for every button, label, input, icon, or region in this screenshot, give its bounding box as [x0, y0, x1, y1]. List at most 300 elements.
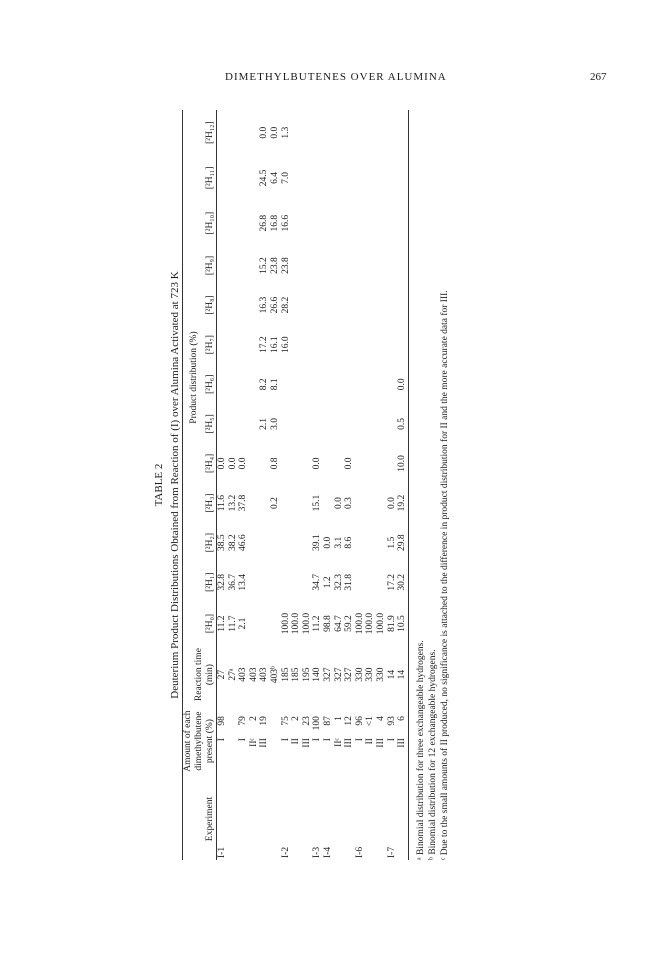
- amount-value: 23: [301, 716, 312, 726]
- value-cell: 0.0: [217, 457, 227, 470]
- value-cell: [228, 246, 239, 286]
- value-cell: 0.2: [269, 497, 280, 510]
- value-cell: [217, 365, 228, 405]
- time-cell: 195: [301, 667, 312, 682]
- value-cell: [334, 110, 345, 155]
- value-cell: [355, 246, 366, 286]
- value-cell: [302, 246, 313, 286]
- value-cell: [217, 110, 228, 155]
- value-cell: [312, 285, 323, 325]
- experiment-cell: I-1: [217, 846, 227, 858]
- value-cell: [344, 155, 355, 200]
- value-cell: 11.2: [217, 615, 227, 632]
- value-cell: [291, 155, 302, 200]
- col-product-distribution: Product distribution (%): [188, 331, 199, 424]
- value-cell: [365, 246, 376, 286]
- amount-cell: [334, 704, 345, 778]
- value-cell: 3.1: [333, 536, 344, 549]
- value-cell: [312, 325, 323, 365]
- value-cell: [291, 285, 302, 325]
- value-cell: 23.8: [269, 257, 280, 274]
- value-cell: [302, 201, 313, 246]
- col-isotope: [²H₆]: [205, 374, 215, 394]
- value-cell: [397, 110, 408, 155]
- value-cell: [270, 523, 281, 563]
- value-cell: [397, 325, 408, 365]
- amount-cell: [355, 704, 366, 778]
- col-isotope: [²H₃]: [205, 493, 215, 513]
- value-cell: [249, 444, 260, 484]
- value-cell: 32.3: [333, 573, 344, 591]
- time-cell: 403: [248, 667, 259, 682]
- table-row: [376, 110, 387, 860]
- value-cell: [302, 523, 313, 563]
- experiment-cell: I-7: [386, 846, 397, 858]
- experiment-cell: [249, 778, 260, 860]
- value-cell: 2.1: [238, 617, 249, 630]
- value-cell: [397, 201, 408, 246]
- table-row: [334, 110, 345, 860]
- value-cell: [312, 201, 323, 246]
- value-cell: [344, 246, 355, 286]
- value-cell: [228, 325, 239, 365]
- value-cell: [228, 285, 239, 325]
- value-cell: [281, 483, 292, 523]
- value-cell: [249, 325, 260, 365]
- value-cell: [387, 404, 398, 444]
- value-cell: [249, 285, 260, 325]
- value-cell: [387, 444, 398, 484]
- value-cell: [291, 325, 302, 365]
- value-cell: 1.2: [322, 576, 333, 589]
- value-cell: 37.8: [238, 494, 249, 512]
- value-cell: 46.6: [238, 534, 249, 551]
- col-isotope: [²H₅]: [205, 414, 215, 434]
- value-cell: [387, 285, 398, 325]
- time-cell: 185: [291, 667, 302, 682]
- table-row: [397, 110, 408, 860]
- value-cell: 13.2: [227, 494, 238, 512]
- value-cell: [291, 444, 302, 484]
- value-cell: 0.0: [238, 457, 249, 470]
- page-number: 267: [590, 71, 607, 83]
- time-cell: 403: [238, 667, 249, 682]
- value-cell: [238, 365, 249, 405]
- value-cell: [281, 444, 292, 484]
- value-cell: [281, 523, 292, 563]
- amount-cell: [365, 704, 376, 778]
- value-cell: 16.6: [280, 214, 291, 232]
- table-row: [291, 110, 302, 860]
- value-cell: [323, 444, 334, 484]
- value-cell: 39.1: [312, 534, 323, 551]
- value-cell: [387, 110, 398, 155]
- value-cell: 100.0: [291, 612, 302, 635]
- value-cell: [302, 483, 313, 523]
- value-cell: [376, 155, 387, 200]
- value-cell: 24.5: [259, 169, 270, 187]
- time-cell: 327: [333, 667, 344, 682]
- value-cell: 0.0: [397, 378, 408, 391]
- value-cell: 34.7: [312, 573, 323, 591]
- value-cell: [323, 110, 334, 155]
- value-cell: [355, 404, 366, 444]
- value-cell: 1.3: [280, 126, 291, 139]
- table-row: [228, 110, 239, 860]
- value-cell: [344, 285, 355, 325]
- experiment-cell: I-3: [312, 846, 323, 858]
- value-cell: [323, 404, 334, 444]
- value-cell: 31.8: [344, 573, 355, 591]
- col-isotope: [²H₉]: [205, 255, 215, 276]
- amount-value: 19: [259, 716, 270, 726]
- compound-label: I: [280, 738, 291, 742]
- experiment-cell: [365, 778, 376, 860]
- value-cell: 100.0: [280, 612, 291, 635]
- time-cell: 14: [397, 669, 408, 680]
- time-cell: 140: [312, 667, 323, 682]
- value-cell: [302, 110, 313, 155]
- value-cell: [312, 155, 323, 200]
- value-cell: [365, 285, 376, 325]
- value-cell: 100.0: [365, 612, 376, 635]
- experiment-cell: [291, 778, 302, 860]
- value-cell: [355, 523, 366, 563]
- col-isotope: [²H₁₂]: [205, 121, 215, 144]
- value-cell: [365, 523, 376, 563]
- value-cell: [259, 444, 270, 484]
- value-cell: 11.7: [227, 615, 238, 632]
- value-cell: [323, 285, 334, 325]
- value-cell: 100.0: [354, 612, 365, 635]
- value-cell: [397, 285, 408, 325]
- compound-label: II: [291, 738, 302, 745]
- amount-value: 6: [397, 716, 408, 721]
- compound-label: I: [386, 738, 397, 742]
- value-cell: [334, 201, 345, 246]
- compound-label: III: [301, 738, 312, 748]
- value-cell: [259, 602, 270, 645]
- amount-value: 4: [375, 716, 386, 721]
- value-cell: [249, 365, 260, 405]
- value-cell: [376, 246, 387, 286]
- value-cell: [376, 285, 387, 325]
- value-cell: 30.2: [397, 573, 408, 591]
- experiment-cell: [344, 778, 355, 860]
- table-block: [150, 100, 560, 870]
- table-row: [387, 110, 398, 860]
- value-cell: [302, 285, 313, 325]
- value-cell: [387, 246, 398, 286]
- value-cell: [270, 562, 281, 602]
- value-cell: 15.2: [259, 257, 270, 274]
- table-title: Deuterium Product Distributions Obtained from Reaction of (I) over Alumina Activated at 723 K: [169, 271, 181, 699]
- value-cell: [249, 246, 260, 286]
- value-cell: [217, 201, 228, 246]
- value-cell: [376, 365, 387, 405]
- value-cell: [217, 155, 228, 200]
- value-cell: [323, 325, 334, 365]
- amount-cell: [228, 704, 239, 778]
- value-cell: [249, 155, 260, 200]
- experiment-cell: I-4: [322, 846, 333, 858]
- value-cell: 0.0: [227, 457, 238, 470]
- value-cell: [387, 155, 398, 200]
- value-cell: 28.2: [280, 296, 291, 314]
- col-isotope: [²H₁]: [205, 572, 215, 592]
- value-cell: [376, 110, 387, 155]
- amount-value: 12: [344, 716, 355, 726]
- value-cell: [238, 404, 249, 444]
- value-cell: 2.1: [259, 417, 270, 430]
- value-cell: [355, 483, 366, 523]
- value-cell: [238, 201, 249, 246]
- experiment-cell: [270, 778, 281, 860]
- time-cell: 27: [217, 669, 227, 680]
- value-cell: 29.8: [397, 534, 408, 551]
- time-cell: 330: [375, 667, 386, 682]
- compound-label: I: [238, 738, 249, 742]
- value-cell: 8.6: [344, 536, 355, 549]
- value-cell: [355, 365, 366, 405]
- value-cell: [228, 365, 239, 405]
- value-cell: [249, 523, 260, 563]
- value-cell: [291, 110, 302, 155]
- value-cell: [323, 155, 334, 200]
- value-cell: [312, 246, 323, 286]
- value-cell: [376, 325, 387, 365]
- value-cell: [312, 110, 323, 155]
- value-cell: [259, 523, 270, 563]
- value-cell: [238, 110, 249, 155]
- time-cell: 330: [354, 667, 365, 682]
- value-cell: [344, 365, 355, 405]
- value-cell: 3.0: [269, 417, 280, 430]
- col-isotope: [²H₁₁]: [205, 166, 215, 190]
- value-cell: [334, 325, 345, 365]
- value-cell: [334, 365, 345, 405]
- amount-cell: [323, 704, 334, 778]
- table-row: [238, 110, 249, 860]
- compound-label: I: [354, 738, 365, 742]
- amount-cell: [291, 704, 302, 778]
- value-cell: [217, 285, 228, 325]
- value-cell: [355, 562, 366, 602]
- experiment-cell: I-2: [280, 846, 291, 858]
- col-isotope: [²H₄]: [205, 453, 215, 474]
- value-cell: 26.8: [259, 214, 270, 232]
- table-row: [344, 110, 355, 860]
- value-cell: [397, 155, 408, 200]
- value-cell: [323, 365, 334, 405]
- data-table: [182, 110, 409, 860]
- value-cell: [323, 483, 334, 523]
- table-row: [249, 110, 260, 860]
- value-cell: [291, 562, 302, 602]
- value-cell: [217, 404, 228, 444]
- value-cell: [334, 404, 345, 444]
- value-cell: 1.5: [386, 536, 397, 549]
- value-cell: 10.0: [397, 455, 408, 472]
- time-cell: 14: [386, 669, 397, 680]
- value-cell: 16.1: [269, 336, 280, 354]
- value-cell: 23.8: [280, 257, 291, 274]
- value-cell: [259, 483, 270, 523]
- value-cell: [387, 365, 398, 405]
- amount-value: 98: [217, 716, 227, 726]
- value-cell: [387, 201, 398, 246]
- value-cell: [238, 285, 249, 325]
- value-cell: [291, 523, 302, 563]
- value-cell: [334, 246, 345, 286]
- value-cell: 0.5: [397, 417, 408, 430]
- value-cell: 6.4: [269, 171, 280, 184]
- value-cell: 98.8: [322, 615, 333, 632]
- value-cell: [344, 201, 355, 246]
- value-cell: [249, 562, 260, 602]
- table-row: [217, 110, 228, 860]
- value-cell: 17.2: [386, 573, 397, 591]
- value-cell: [365, 155, 376, 200]
- value-cell: 0.0: [322, 536, 333, 549]
- value-cell: 16.3: [259, 296, 270, 314]
- value-cell: 0.3: [344, 497, 355, 510]
- table-row: [365, 110, 376, 860]
- table-row: [259, 110, 270, 860]
- amount-value: 93: [386, 716, 397, 726]
- value-cell: [355, 155, 366, 200]
- value-cell: [355, 110, 366, 155]
- table-row: [270, 110, 281, 860]
- value-cell: [376, 201, 387, 246]
- col-isotope: [²H₈]: [205, 295, 215, 315]
- value-cell: [238, 325, 249, 365]
- compound-label: III: [344, 738, 355, 748]
- value-cell: [334, 444, 345, 484]
- value-cell: [259, 562, 270, 602]
- value-cell: [217, 325, 228, 365]
- value-cell: 0.0: [344, 457, 355, 470]
- col-isotope: [²H₀]: [205, 613, 215, 634]
- value-cell: [238, 246, 249, 286]
- value-cell: [249, 483, 260, 523]
- value-cell: 16.0: [280, 336, 291, 354]
- amount-value: <1: [365, 716, 376, 727]
- value-cell: 13.4: [238, 573, 249, 591]
- value-cell: [270, 602, 281, 645]
- time-cell: 330: [365, 667, 376, 682]
- amount-value: 79: [238, 716, 249, 726]
- compound-label: I: [312, 738, 323, 742]
- col-amount: Amount of each dimethylbutene present (%): [183, 710, 215, 772]
- value-cell: [365, 444, 376, 484]
- value-cell: 11.6: [217, 494, 227, 512]
- value-cell: 26.6: [269, 296, 280, 314]
- amount-value: 2: [248, 716, 259, 721]
- value-cell: [291, 246, 302, 286]
- value-cell: [312, 404, 323, 444]
- experiment-cell: [334, 778, 345, 860]
- value-cell: 8.1: [269, 378, 280, 391]
- value-cell: 36.7: [227, 573, 238, 591]
- value-cell: 0.0: [312, 457, 323, 470]
- amount-cell: [249, 704, 260, 778]
- amount-cell: [259, 704, 270, 778]
- value-cell: 59.2: [344, 615, 355, 632]
- value-cell: [334, 285, 345, 325]
- value-cell: [249, 404, 260, 444]
- value-cell: [323, 201, 334, 246]
- amount-value: 75: [280, 716, 291, 726]
- amount-cell: [387, 704, 398, 778]
- time-cell: 185: [280, 667, 291, 682]
- experiment-cell: [228, 778, 239, 860]
- experiment-cell: [397, 778, 408, 860]
- amount-value: 1: [333, 716, 344, 721]
- amount-value: 2: [291, 716, 302, 721]
- amount-cell: [312, 704, 323, 778]
- value-cell: 38.5: [217, 534, 227, 551]
- value-cell: [376, 404, 387, 444]
- time-cell: 27ᵃ: [227, 668, 238, 681]
- value-cell: 16.8: [269, 214, 280, 232]
- col-time: Reaction time (min): [194, 648, 215, 702]
- time-cell: 403: [259, 667, 270, 682]
- footnote: ᵇ Binomial distribution for 12 exchangeable hydrogens.: [427, 649, 438, 860]
- amount-value: 100: [312, 716, 323, 731]
- table-row: [302, 110, 313, 860]
- value-cell: [302, 404, 313, 444]
- value-cell: [249, 110, 260, 155]
- value-cell: 10.5: [397, 615, 408, 632]
- value-cell: [249, 602, 260, 645]
- value-cell: 15.1: [312, 494, 323, 512]
- value-cell: [376, 562, 387, 602]
- amount-value: 87: [322, 716, 333, 726]
- compound-label: III: [259, 738, 270, 748]
- value-cell: [355, 444, 366, 484]
- value-cell: 100.0: [301, 612, 312, 635]
- value-cell: [344, 110, 355, 155]
- table-number: TABLE 2: [153, 463, 165, 507]
- amount-cell: [238, 704, 249, 778]
- value-cell: [376, 523, 387, 563]
- value-cell: [249, 201, 260, 246]
- value-cell: [344, 325, 355, 365]
- col-isotope: [²H₇]: [205, 335, 215, 355]
- value-cell: [238, 155, 249, 200]
- value-cell: [302, 444, 313, 484]
- value-cell: [365, 325, 376, 365]
- compound-label: II: [365, 738, 376, 745]
- compound-label: IIᶜ: [248, 738, 259, 747]
- value-cell: [302, 155, 313, 200]
- value-cell: [291, 483, 302, 523]
- value-cell: 11.2: [312, 615, 323, 632]
- value-cell: [291, 404, 302, 444]
- value-cell: [397, 246, 408, 286]
- value-cell: [355, 325, 366, 365]
- amount-cell: [270, 704, 281, 778]
- value-cell: [323, 246, 334, 286]
- table-row: [312, 110, 323, 860]
- value-cell: 19.2: [397, 494, 408, 512]
- value-cell: [228, 404, 239, 444]
- value-cell: [228, 201, 239, 246]
- compound-label: I: [322, 738, 333, 742]
- experiment-cell: I-6: [354, 846, 365, 858]
- value-cell: 8.2: [259, 378, 270, 391]
